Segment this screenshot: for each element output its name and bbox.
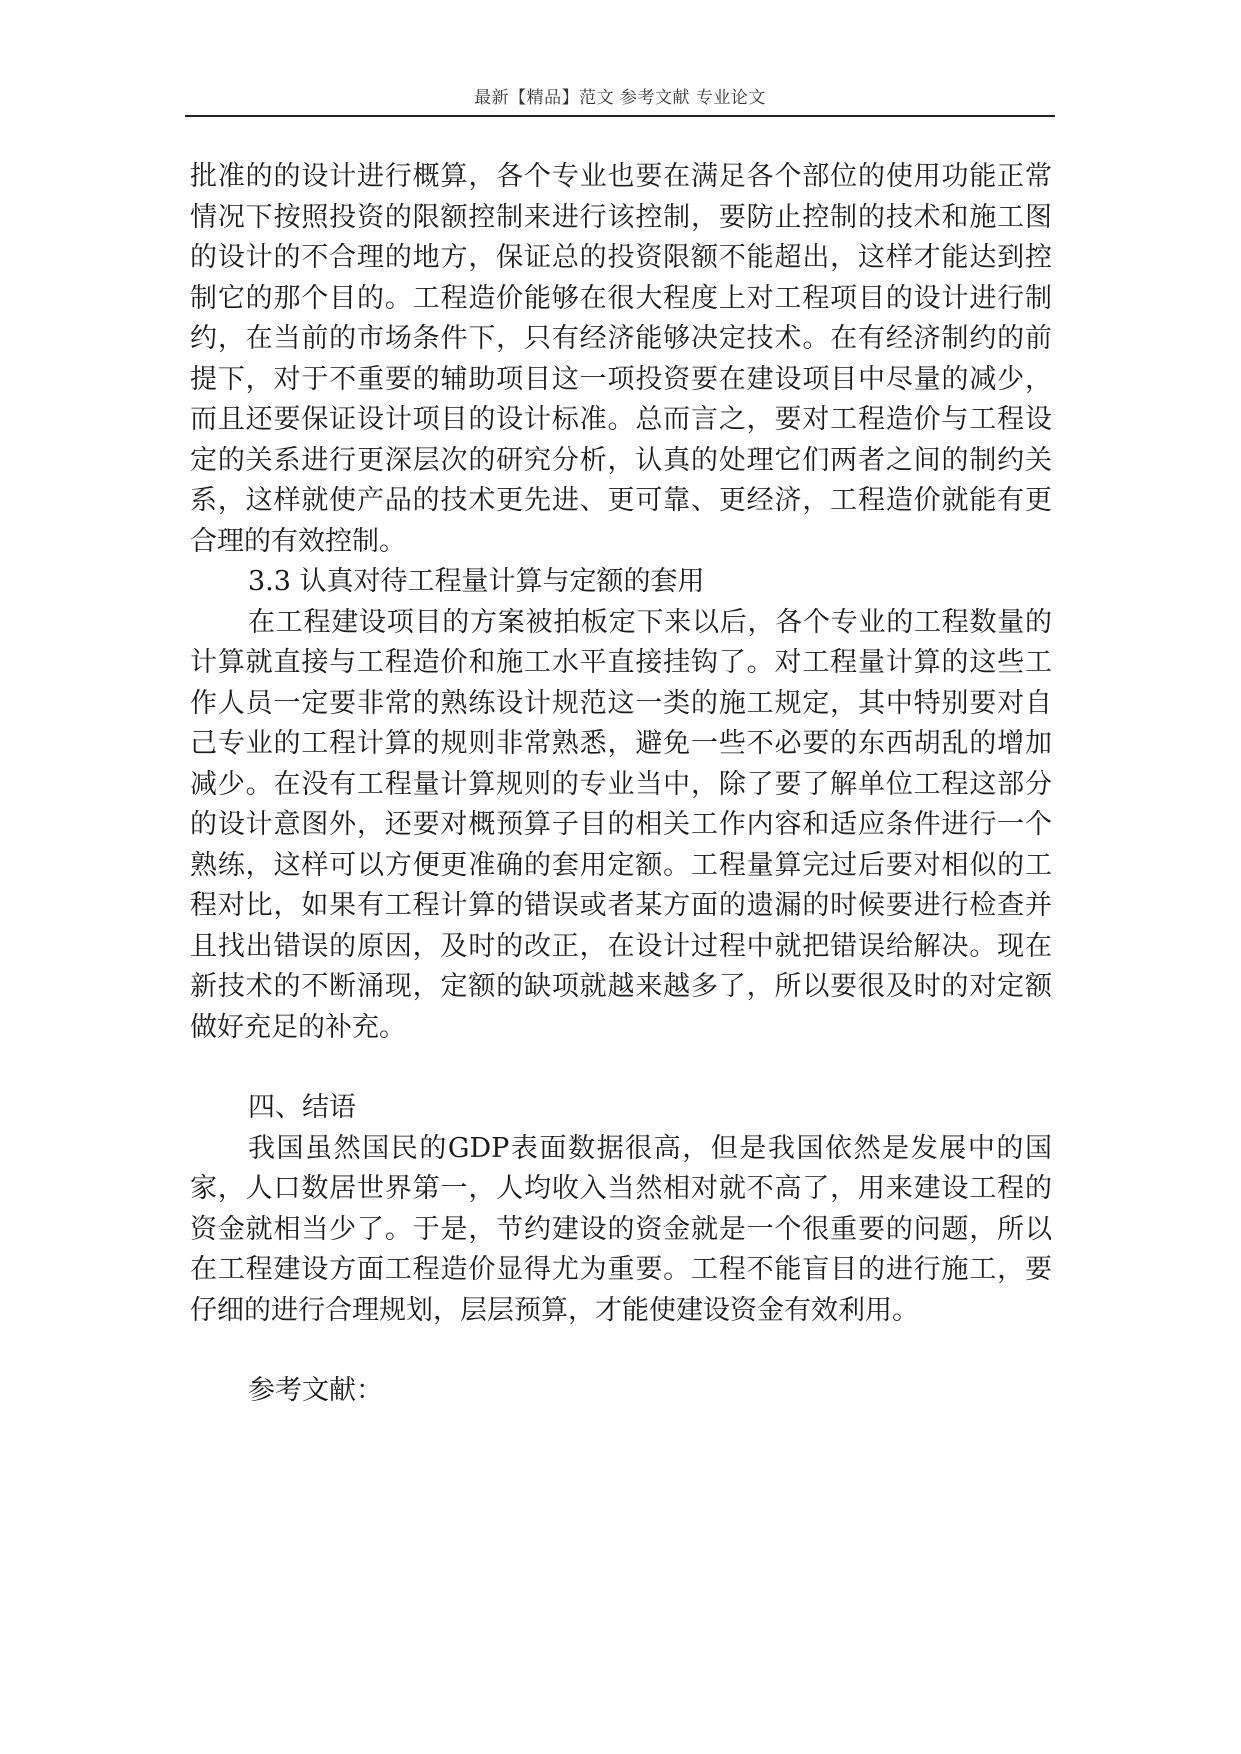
header-divider [185, 115, 1055, 117]
section-heading-conclusion: 四、结语 [248, 1092, 356, 1123]
section-spacer [190, 1048, 1052, 1088]
paragraph-quantity-calculation: 在工程建设项目的方案被拍板定下来以后，各个专业的工程数量的计算就直接与工程造价和施工水平直接挂钩了。对工程量计算的这些工作人员一定要非常的熟练设计规范这一类的施工规定，其中特别要对自己专业的工程计算的规则非常熟悉，避免一些不必要的东西胡乱的增加减少。在没有工程量计算规则的专业当中，除了要了解单位工程这部分的设计意图外，还要对概预算子目的相关工作内容和适应条件进行一个熟练，这样可以方便更准确的套用定额。工程量算完过后要对相似的工程对比，如果有工程计算的错误或者某方面的遗漏的时候要进行检查并且找出错误的原因，及时的改正，在设计过程中就把错误给解决。现在新技术的不断涌现，定额的缺项就越来越多了，所以要很及时的对定额做好充足的补充。 [190, 606, 1052, 1043]
page-header: 最新【精品】范文 参考文献 专业论文 [474, 88, 766, 108]
document-body [190, 157, 1052, 1412]
section-spacer [190, 1331, 1052, 1371]
paragraph-conclusion: 我国虽然国民的GDP表面数据很高，但是我国依然是发展中的国家，人口数居世界第一，人均收入当然相对就不高了，用来建设工程的资金就相当少了。于是，节约建设的资金就是一个很重要的问题，所以在工程建设方面工程造价显得尤为重要。工程不能盲目的进行施工，要仔细的进行合理规划，层层预算，才能使建设资金有效利用。 [190, 1132, 1052, 1326]
section-heading-3-3: 3.3 认真对待工程量计算与定额的套用 [248, 566, 705, 597]
paragraph-design-control: 批准的的设计进行概算，各个专业也要在满足各个部位的使用功能正常情况下按照投资的限额控制来进行该控制，要防止控制的技术和施工图的设计的不合理的地方，保证总的投资限额不能超出，这样才能达到控制它的那个目的。工程造价能够在很大程度上对工程项目的设计进行制约，在当前的市场条件下，只有经济能够决定技术。在有经济制约的前提下，对于不重要的辅助项目这一项投资要在建设项目中尽量的减少，而且还要保证设计项目的设计标准。总而言之，要对工程造价与工程设定的关系进行更深层次的研究分析，认真的处理它们两者之间的制约关系，这样就使产品的技术更先进、更可靠、更经济，工程造价就能有更合理的有效控制。 [190, 161, 1052, 557]
references-heading: 参考文献： [248, 1375, 383, 1406]
